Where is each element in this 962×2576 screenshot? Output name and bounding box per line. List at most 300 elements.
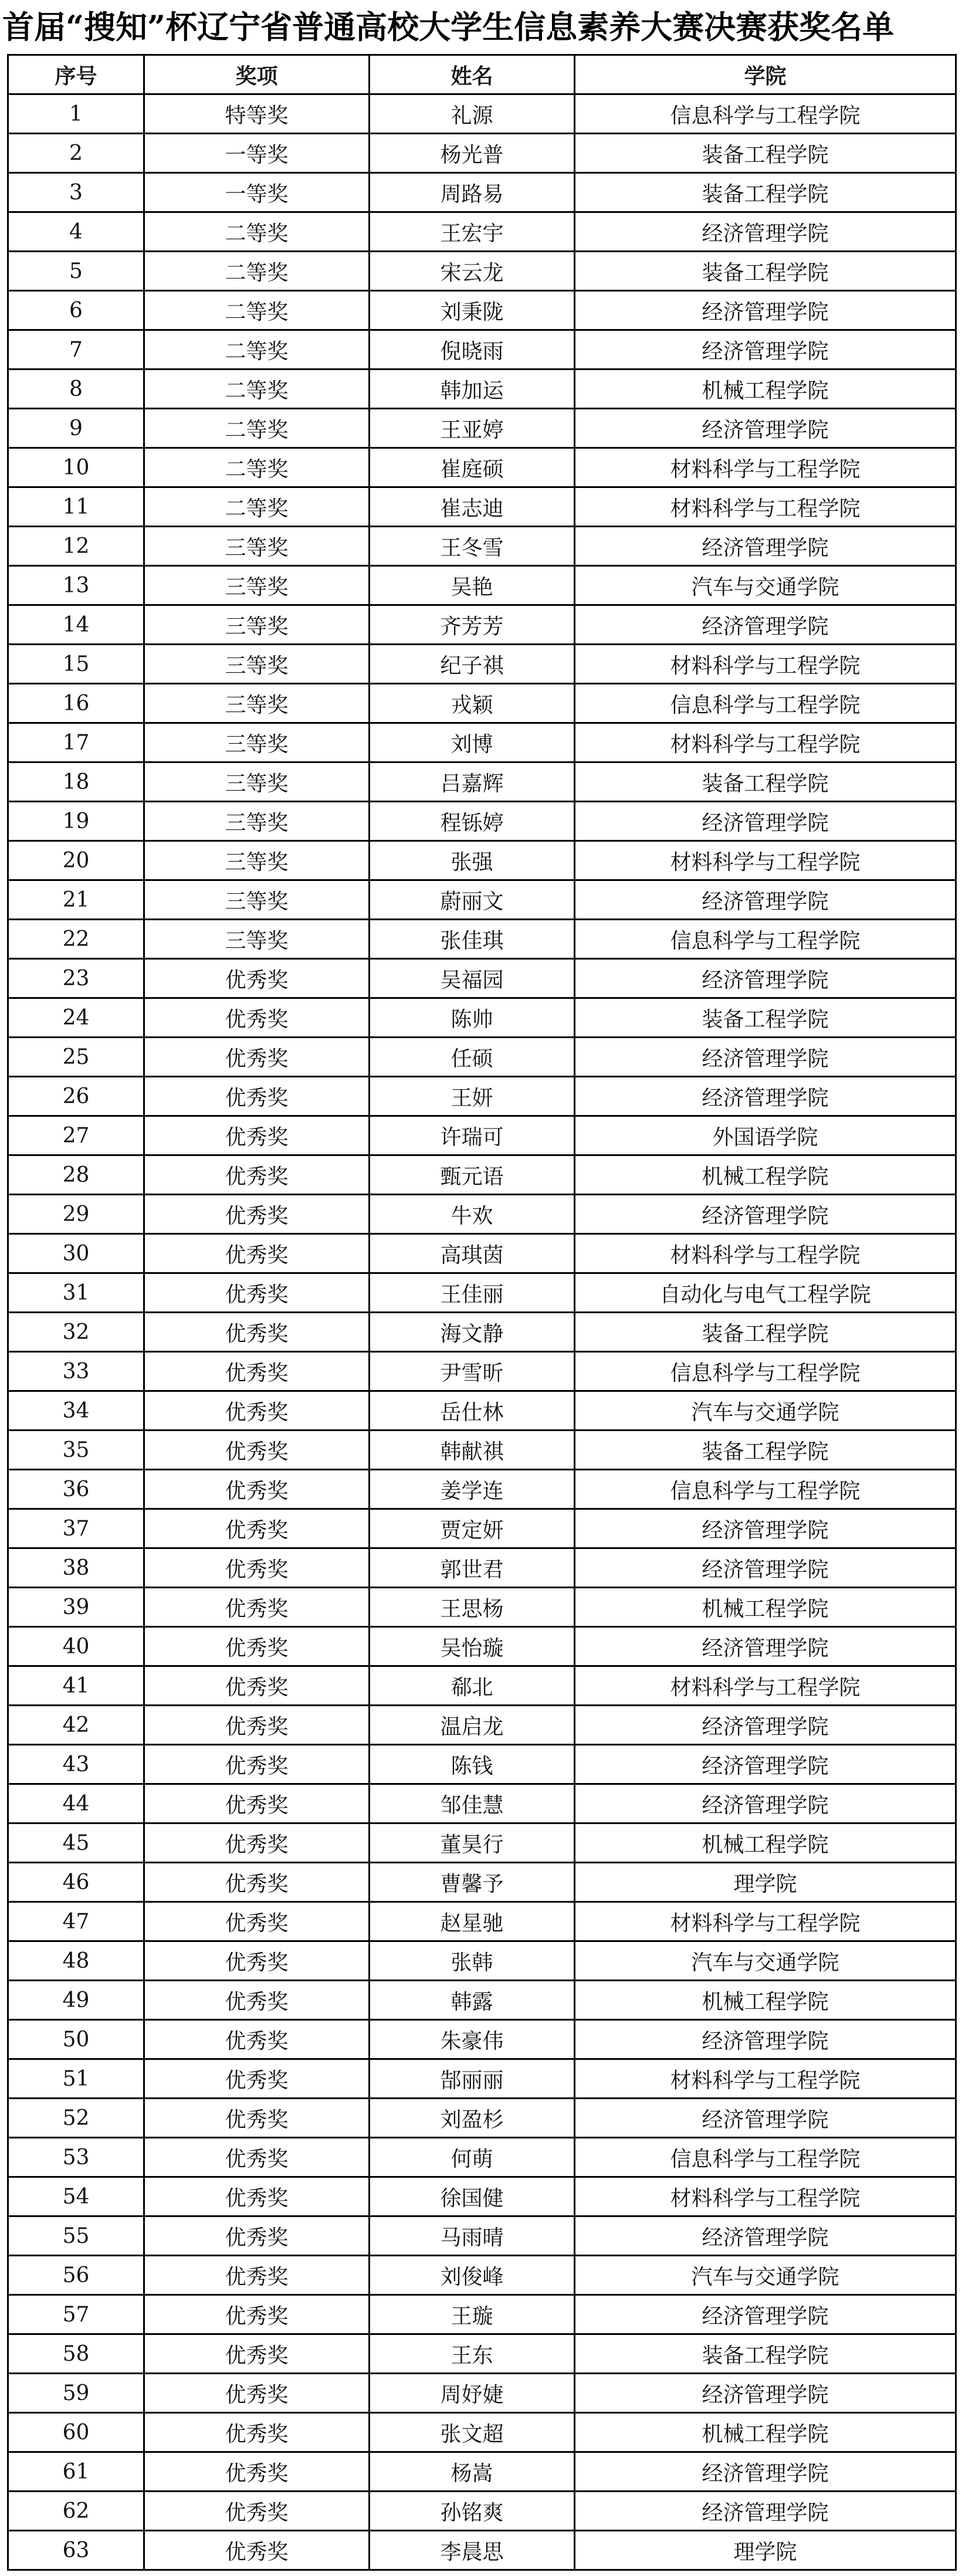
header-name: 姓名 bbox=[370, 55, 575, 94]
cell-name: 崔志迪 bbox=[370, 487, 575, 527]
cell-number: 63 bbox=[8, 2531, 144, 2570]
table-header-row bbox=[8, 55, 956, 94]
cell-award: 优秀奖 bbox=[144, 1391, 370, 1431]
cell-award: 优秀奖 bbox=[144, 1077, 370, 1116]
cell-number: 34 bbox=[8, 1391, 144, 1431]
cell-name: 陈钱 bbox=[370, 1745, 575, 1784]
cell-number: 11 bbox=[8, 487, 144, 527]
cell-college: 经济管理学院 bbox=[575, 2216, 956, 2256]
table-row bbox=[8, 252, 956, 291]
cell-college: 经济管理学院 bbox=[575, 291, 956, 330]
table-row bbox=[8, 2295, 956, 2334]
table-row bbox=[8, 2099, 956, 2138]
cell-name: 王思杨 bbox=[370, 1588, 575, 1627]
cell-number: 14 bbox=[8, 605, 144, 645]
cell-name: 崔庭硕 bbox=[370, 448, 575, 487]
table-row bbox=[8, 1627, 956, 1666]
cell-number: 1 bbox=[8, 94, 144, 134]
table-row bbox=[8, 1706, 956, 1745]
cell-name: 韩露 bbox=[370, 1981, 575, 2020]
cell-college: 理学院 bbox=[575, 1863, 956, 1902]
cell-number: 15 bbox=[8, 645, 144, 684]
cell-college: 自动化与电气工程学院 bbox=[575, 1273, 956, 1313]
cell-college: 经济管理学院 bbox=[575, 2020, 956, 2059]
cell-college: 经济管理学院 bbox=[575, 959, 956, 998]
cell-award: 特等奖 bbox=[144, 94, 370, 134]
cell-name: 岳仕林 bbox=[370, 1391, 575, 1431]
table-row bbox=[8, 1941, 956, 1981]
cell-name: 宋云龙 bbox=[370, 252, 575, 291]
table-row bbox=[8, 880, 956, 920]
cell-name: 张韩 bbox=[370, 1941, 575, 1981]
table-row bbox=[8, 802, 956, 841]
table-row bbox=[8, 2020, 956, 2059]
cell-college: 经济管理学院 bbox=[575, 212, 956, 252]
cell-name: 高琪茵 bbox=[370, 1234, 575, 1273]
cell-number: 26 bbox=[8, 1077, 144, 1116]
cell-award: 优秀奖 bbox=[144, 1195, 370, 1234]
cell-college: 经济管理学院 bbox=[575, 1509, 956, 1548]
table-row bbox=[8, 330, 956, 370]
table-row bbox=[8, 959, 956, 998]
cell-award: 优秀奖 bbox=[144, 1784, 370, 1823]
cell-college: 机械工程学院 bbox=[575, 1981, 956, 2020]
table-row bbox=[8, 2531, 956, 2570]
cell-name: 纪子祺 bbox=[370, 645, 575, 684]
cell-college: 材料科学与工程学院 bbox=[575, 2059, 956, 2099]
cell-name: 杨光普 bbox=[370, 134, 575, 173]
cell-award: 三等奖 bbox=[144, 723, 370, 762]
table-row bbox=[8, 487, 956, 527]
header-award: 奖项 bbox=[144, 55, 370, 94]
cell-award: 二等奖 bbox=[144, 212, 370, 252]
cell-name: 戎颖 bbox=[370, 684, 575, 723]
table-row bbox=[8, 723, 956, 762]
cell-college: 信息科学与工程学院 bbox=[575, 920, 956, 959]
cell-number: 25 bbox=[8, 1038, 144, 1077]
table-row bbox=[8, 1273, 956, 1313]
cell-number: 18 bbox=[8, 762, 144, 802]
cell-college: 机械工程学院 bbox=[575, 1155, 956, 1195]
cell-number: 29 bbox=[8, 1195, 144, 1234]
table-row bbox=[8, 605, 956, 645]
cell-college: 装备工程学院 bbox=[575, 1431, 956, 1470]
cell-college: 装备工程学院 bbox=[575, 762, 956, 802]
cell-name: 吴艳 bbox=[370, 566, 575, 605]
cell-name: 郭世君 bbox=[370, 1548, 575, 1588]
cell-number: 51 bbox=[8, 2059, 144, 2099]
cell-number: 19 bbox=[8, 802, 144, 841]
cell-college: 理学院 bbox=[575, 2531, 956, 2570]
cell-award: 二等奖 bbox=[144, 409, 370, 448]
cell-name: 程铄婷 bbox=[370, 802, 575, 841]
table-row bbox=[8, 2177, 956, 2216]
cell-number: 36 bbox=[8, 1470, 144, 1509]
cell-college: 材料科学与工程学院 bbox=[575, 723, 956, 762]
header-number: 序号 bbox=[8, 55, 144, 94]
cell-award: 优秀奖 bbox=[144, 1941, 370, 1981]
cell-award: 优秀奖 bbox=[144, 2413, 370, 2452]
cell-college: 装备工程学院 bbox=[575, 2334, 956, 2374]
table-row bbox=[8, 212, 956, 252]
cell-name: 蔚丽文 bbox=[370, 880, 575, 920]
table-row bbox=[8, 566, 956, 605]
table-row bbox=[8, 762, 956, 802]
cell-award: 优秀奖 bbox=[144, 1666, 370, 1706]
cell-award: 优秀奖 bbox=[144, 2531, 370, 2570]
cell-name: 周路易 bbox=[370, 173, 575, 212]
table-row bbox=[8, 1823, 956, 1863]
cell-college: 汽车与交通学院 bbox=[575, 566, 956, 605]
cell-award: 三等奖 bbox=[144, 645, 370, 684]
cell-name: 海文静 bbox=[370, 1313, 575, 1352]
cell-name: 王妍 bbox=[370, 1077, 575, 1116]
table-row bbox=[8, 684, 956, 723]
cell-college: 经济管理学院 bbox=[575, 2452, 956, 2492]
cell-number: 3 bbox=[8, 173, 144, 212]
table-row bbox=[8, 1234, 956, 1273]
table-row bbox=[8, 1116, 956, 1155]
cell-college: 经济管理学院 bbox=[575, 605, 956, 645]
cell-number: 32 bbox=[8, 1313, 144, 1352]
cell-college: 装备工程学院 bbox=[575, 252, 956, 291]
cell-award: 优秀奖 bbox=[144, 1038, 370, 1077]
cell-name: 刘博 bbox=[370, 723, 575, 762]
cell-name: 倪晓雨 bbox=[370, 330, 575, 370]
cell-award: 优秀奖 bbox=[144, 2059, 370, 2099]
cell-college: 经济管理学院 bbox=[575, 1784, 956, 1823]
cell-name: 张佳琪 bbox=[370, 920, 575, 959]
cell-award: 一等奖 bbox=[144, 134, 370, 173]
cell-name: 齐芳芳 bbox=[370, 605, 575, 645]
cell-award: 二等奖 bbox=[144, 487, 370, 527]
cell-college: 经济管理学院 bbox=[575, 1195, 956, 1234]
cell-name: 吕嘉辉 bbox=[370, 762, 575, 802]
cell-name: 李晨思 bbox=[370, 2531, 575, 2570]
cell-award: 二等奖 bbox=[144, 252, 370, 291]
cell-name: 董昊行 bbox=[370, 1823, 575, 1863]
table-row bbox=[8, 1155, 956, 1195]
cell-number: 39 bbox=[8, 1588, 144, 1627]
cell-college: 经济管理学院 bbox=[575, 1745, 956, 1784]
table-row bbox=[8, 1981, 956, 2020]
cell-number: 57 bbox=[8, 2295, 144, 2334]
table-row bbox=[8, 173, 956, 212]
cell-college: 装备工程学院 bbox=[575, 134, 956, 173]
cell-number: 50 bbox=[8, 2020, 144, 2059]
cell-award: 优秀奖 bbox=[144, 2256, 370, 2295]
cell-name: 刘俊峰 bbox=[370, 2256, 575, 2295]
cell-college: 机械工程学院 bbox=[575, 2413, 956, 2452]
cell-number: 28 bbox=[8, 1155, 144, 1195]
table-body bbox=[8, 94, 956, 2570]
cell-number: 55 bbox=[8, 2216, 144, 2256]
cell-award: 三等奖 bbox=[144, 762, 370, 802]
cell-college: 材料科学与工程学院 bbox=[575, 448, 956, 487]
table-row bbox=[8, 1548, 956, 1588]
cell-number: 49 bbox=[8, 1981, 144, 2020]
cell-award: 优秀奖 bbox=[144, 959, 370, 998]
cell-college: 装备工程学院 bbox=[575, 1313, 956, 1352]
cell-award: 优秀奖 bbox=[144, 1352, 370, 1391]
table-row bbox=[8, 2216, 956, 2256]
cell-name: 贾定妍 bbox=[370, 1509, 575, 1548]
cell-award: 优秀奖 bbox=[144, 1706, 370, 1745]
cell-number: 59 bbox=[8, 2374, 144, 2413]
cell-number: 23 bbox=[8, 959, 144, 998]
cell-college: 汽车与交通学院 bbox=[575, 2256, 956, 2295]
cell-number: 27 bbox=[8, 1116, 144, 1155]
cell-number: 37 bbox=[8, 1509, 144, 1548]
cell-name: 周妤婕 bbox=[370, 2374, 575, 2413]
cell-name: 牛欢 bbox=[370, 1195, 575, 1234]
cell-award: 优秀奖 bbox=[144, 1431, 370, 1470]
cell-number: 20 bbox=[8, 841, 144, 880]
table-row bbox=[8, 527, 956, 566]
cell-award: 三等奖 bbox=[144, 566, 370, 605]
cell-award: 优秀奖 bbox=[144, 1823, 370, 1863]
cell-number: 46 bbox=[8, 1863, 144, 1902]
table-row bbox=[8, 291, 956, 330]
cell-name: 礼源 bbox=[370, 94, 575, 134]
cell-name: 吴福园 bbox=[370, 959, 575, 998]
cell-award: 优秀奖 bbox=[144, 1981, 370, 2020]
cell-number: 12 bbox=[8, 527, 144, 566]
cell-award: 优秀奖 bbox=[144, 1234, 370, 1273]
cell-college: 经济管理学院 bbox=[575, 1038, 956, 1077]
cell-award: 三等奖 bbox=[144, 920, 370, 959]
table-row bbox=[8, 1745, 956, 1784]
cell-college: 装备工程学院 bbox=[575, 173, 956, 212]
cell-name: 吴怡璇 bbox=[370, 1627, 575, 1666]
cell-award: 优秀奖 bbox=[144, 1588, 370, 1627]
cell-award: 优秀奖 bbox=[144, 2492, 370, 2531]
cell-name: 王亚婷 bbox=[370, 409, 575, 448]
cell-award: 优秀奖 bbox=[144, 1116, 370, 1155]
cell-college: 材料科学与工程学院 bbox=[575, 487, 956, 527]
cell-award: 二等奖 bbox=[144, 370, 370, 409]
cell-number: 42 bbox=[8, 1706, 144, 1745]
cell-number: 16 bbox=[8, 684, 144, 723]
cell-name: 王宏宇 bbox=[370, 212, 575, 252]
cell-award: 优秀奖 bbox=[144, 1627, 370, 1666]
cell-college: 经济管理学院 bbox=[575, 2099, 956, 2138]
cell-college: 经济管理学院 bbox=[575, 1627, 956, 1666]
cell-college: 经济管理学院 bbox=[575, 880, 956, 920]
cell-award: 优秀奖 bbox=[144, 1155, 370, 1195]
cell-name: 邹佳慧 bbox=[370, 1784, 575, 1823]
cell-name: 韩献祺 bbox=[370, 1431, 575, 1470]
cell-number: 60 bbox=[8, 2413, 144, 2452]
cell-college: 材料科学与工程学院 bbox=[575, 1902, 956, 1941]
cell-college: 信息科学与工程学院 bbox=[575, 1352, 956, 1391]
cell-college: 经济管理学院 bbox=[575, 2374, 956, 2413]
table-row bbox=[8, 998, 956, 1038]
cell-number: 43 bbox=[8, 1745, 144, 1784]
cell-name: 许瑞可 bbox=[370, 1116, 575, 1155]
cell-college: 外国语学院 bbox=[575, 1116, 956, 1155]
cell-college: 信息科学与工程学院 bbox=[575, 2138, 956, 2177]
table-row bbox=[8, 920, 956, 959]
cell-award: 优秀奖 bbox=[144, 1313, 370, 1352]
table-row bbox=[8, 134, 956, 173]
table-row bbox=[8, 2138, 956, 2177]
table-row bbox=[8, 1863, 956, 1902]
cell-name: 郗北 bbox=[370, 1666, 575, 1706]
cell-college: 机械工程学院 bbox=[575, 370, 956, 409]
cell-award: 三等奖 bbox=[144, 802, 370, 841]
cell-college: 信息科学与工程学院 bbox=[575, 684, 956, 723]
winners-table bbox=[7, 54, 957, 2571]
cell-name: 任硕 bbox=[370, 1038, 575, 1077]
cell-number: 40 bbox=[8, 1627, 144, 1666]
cell-number: 24 bbox=[8, 998, 144, 1038]
cell-number: 8 bbox=[8, 370, 144, 409]
cell-college: 机械工程学院 bbox=[575, 1823, 956, 1863]
cell-number: 30 bbox=[8, 1234, 144, 1273]
cell-college: 信息科学与工程学院 bbox=[575, 94, 956, 134]
cell-number: 13 bbox=[8, 566, 144, 605]
cell-number: 4 bbox=[8, 212, 144, 252]
cell-name: 韩加运 bbox=[370, 370, 575, 409]
cell-number: 9 bbox=[8, 409, 144, 448]
table-row bbox=[8, 448, 956, 487]
cell-number: 45 bbox=[8, 1823, 144, 1863]
cell-name: 王东 bbox=[370, 2334, 575, 2374]
cell-number: 41 bbox=[8, 1666, 144, 1706]
cell-award: 优秀奖 bbox=[144, 1470, 370, 1509]
table-row bbox=[8, 1038, 956, 1077]
cell-award: 优秀奖 bbox=[144, 2138, 370, 2177]
cell-college: 机械工程学院 bbox=[575, 1588, 956, 1627]
cell-name: 王佳丽 bbox=[370, 1273, 575, 1313]
cell-college: 汽车与交通学院 bbox=[575, 1391, 956, 1431]
table-row bbox=[8, 841, 956, 880]
cell-college: 信息科学与工程学院 bbox=[575, 1470, 956, 1509]
cell-award: 三等奖 bbox=[144, 880, 370, 920]
table-row bbox=[8, 1352, 956, 1391]
table-row bbox=[8, 2059, 956, 2099]
table-row bbox=[8, 2452, 956, 2492]
cell-name: 尹雪昕 bbox=[370, 1352, 575, 1391]
cell-award: 三等奖 bbox=[144, 841, 370, 880]
cell-number: 47 bbox=[8, 1902, 144, 1941]
cell-award: 优秀奖 bbox=[144, 2295, 370, 2334]
cell-number: 44 bbox=[8, 1784, 144, 1823]
cell-number: 7 bbox=[8, 330, 144, 370]
cell-number: 58 bbox=[8, 2334, 144, 2374]
cell-college: 经济管理学院 bbox=[575, 1077, 956, 1116]
cell-award: 优秀奖 bbox=[144, 1509, 370, 1548]
cell-name: 温启龙 bbox=[370, 1706, 575, 1745]
cell-college: 经济管理学院 bbox=[575, 1548, 956, 1588]
cell-award: 一等奖 bbox=[144, 173, 370, 212]
cell-college: 经济管理学院 bbox=[575, 2295, 956, 2334]
cell-award: 优秀奖 bbox=[144, 1863, 370, 1902]
cell-college: 材料科学与工程学院 bbox=[575, 645, 956, 684]
cell-award: 优秀奖 bbox=[144, 1745, 370, 1784]
cell-award: 优秀奖 bbox=[144, 2216, 370, 2256]
cell-name: 孙铭爽 bbox=[370, 2492, 575, 2531]
cell-name: 徐国健 bbox=[370, 2177, 575, 2216]
table-row bbox=[8, 1470, 956, 1509]
table-row bbox=[8, 2492, 956, 2531]
cell-name: 甄元语 bbox=[370, 1155, 575, 1195]
cell-number: 48 bbox=[8, 1941, 144, 1981]
cell-college: 经济管理学院 bbox=[575, 409, 956, 448]
cell-number: 2 bbox=[8, 134, 144, 173]
table-row bbox=[8, 2256, 956, 2295]
cell-number: 31 bbox=[8, 1273, 144, 1313]
header-college: 学院 bbox=[575, 55, 956, 94]
cell-award: 优秀奖 bbox=[144, 2020, 370, 2059]
cell-award: 优秀奖 bbox=[144, 2334, 370, 2374]
cell-number: 5 bbox=[8, 252, 144, 291]
cell-award: 三等奖 bbox=[144, 684, 370, 723]
cell-name: 陈帅 bbox=[370, 998, 575, 1038]
cell-number: 21 bbox=[8, 880, 144, 920]
cell-name: 朱豪伟 bbox=[370, 2020, 575, 2059]
cell-number: 6 bbox=[8, 291, 144, 330]
cell-number: 54 bbox=[8, 2177, 144, 2216]
cell-award: 优秀奖 bbox=[144, 2099, 370, 2138]
cell-college: 装备工程学院 bbox=[575, 998, 956, 1038]
table-row bbox=[8, 1313, 956, 1352]
page-title: 首届“搜知”杯辽宁省普通高校大学生信息素养大赛决赛获奖名单 bbox=[2, 8, 895, 46]
cell-number: 17 bbox=[8, 723, 144, 762]
cell-award: 优秀奖 bbox=[144, 2374, 370, 2413]
cell-number: 33 bbox=[8, 1352, 144, 1391]
cell-number: 10 bbox=[8, 448, 144, 487]
table-row bbox=[8, 645, 956, 684]
cell-award: 二等奖 bbox=[144, 330, 370, 370]
cell-number: 62 bbox=[8, 2492, 144, 2531]
cell-number: 61 bbox=[8, 2452, 144, 2492]
cell-number: 38 bbox=[8, 1548, 144, 1588]
table-row bbox=[8, 1431, 956, 1470]
cell-number: 22 bbox=[8, 920, 144, 959]
table-row bbox=[8, 1077, 956, 1116]
cell-college: 材料科学与工程学院 bbox=[575, 841, 956, 880]
table-row bbox=[8, 1902, 956, 1941]
cell-number: 35 bbox=[8, 1431, 144, 1470]
cell-college: 材料科学与工程学院 bbox=[575, 2177, 956, 2216]
cell-award: 优秀奖 bbox=[144, 1548, 370, 1588]
cell-award: 优秀奖 bbox=[144, 2452, 370, 2492]
cell-award: 优秀奖 bbox=[144, 1902, 370, 1941]
cell-number: 53 bbox=[8, 2138, 144, 2177]
cell-college: 经济管理学院 bbox=[575, 330, 956, 370]
cell-award: 三等奖 bbox=[144, 605, 370, 645]
cell-college: 汽车与交通学院 bbox=[575, 1941, 956, 1981]
cell-name: 王冬雪 bbox=[370, 527, 575, 566]
cell-name: 马雨晴 bbox=[370, 2216, 575, 2256]
cell-college: 经济管理学院 bbox=[575, 2492, 956, 2531]
table-row bbox=[8, 94, 956, 134]
table-row bbox=[8, 1588, 956, 1627]
cell-name: 郜丽丽 bbox=[370, 2059, 575, 2099]
table-row bbox=[8, 1391, 956, 1431]
cell-award: 三等奖 bbox=[144, 527, 370, 566]
cell-name: 杨嵩 bbox=[370, 2452, 575, 2492]
cell-award: 二等奖 bbox=[144, 291, 370, 330]
cell-name: 刘盈杉 bbox=[370, 2099, 575, 2138]
cell-name: 刘秉陇 bbox=[370, 291, 575, 330]
cell-college: 材料科学与工程学院 bbox=[575, 1666, 956, 1706]
cell-number: 56 bbox=[8, 2256, 144, 2295]
table-row bbox=[8, 1784, 956, 1823]
cell-name: 姜学连 bbox=[370, 1470, 575, 1509]
